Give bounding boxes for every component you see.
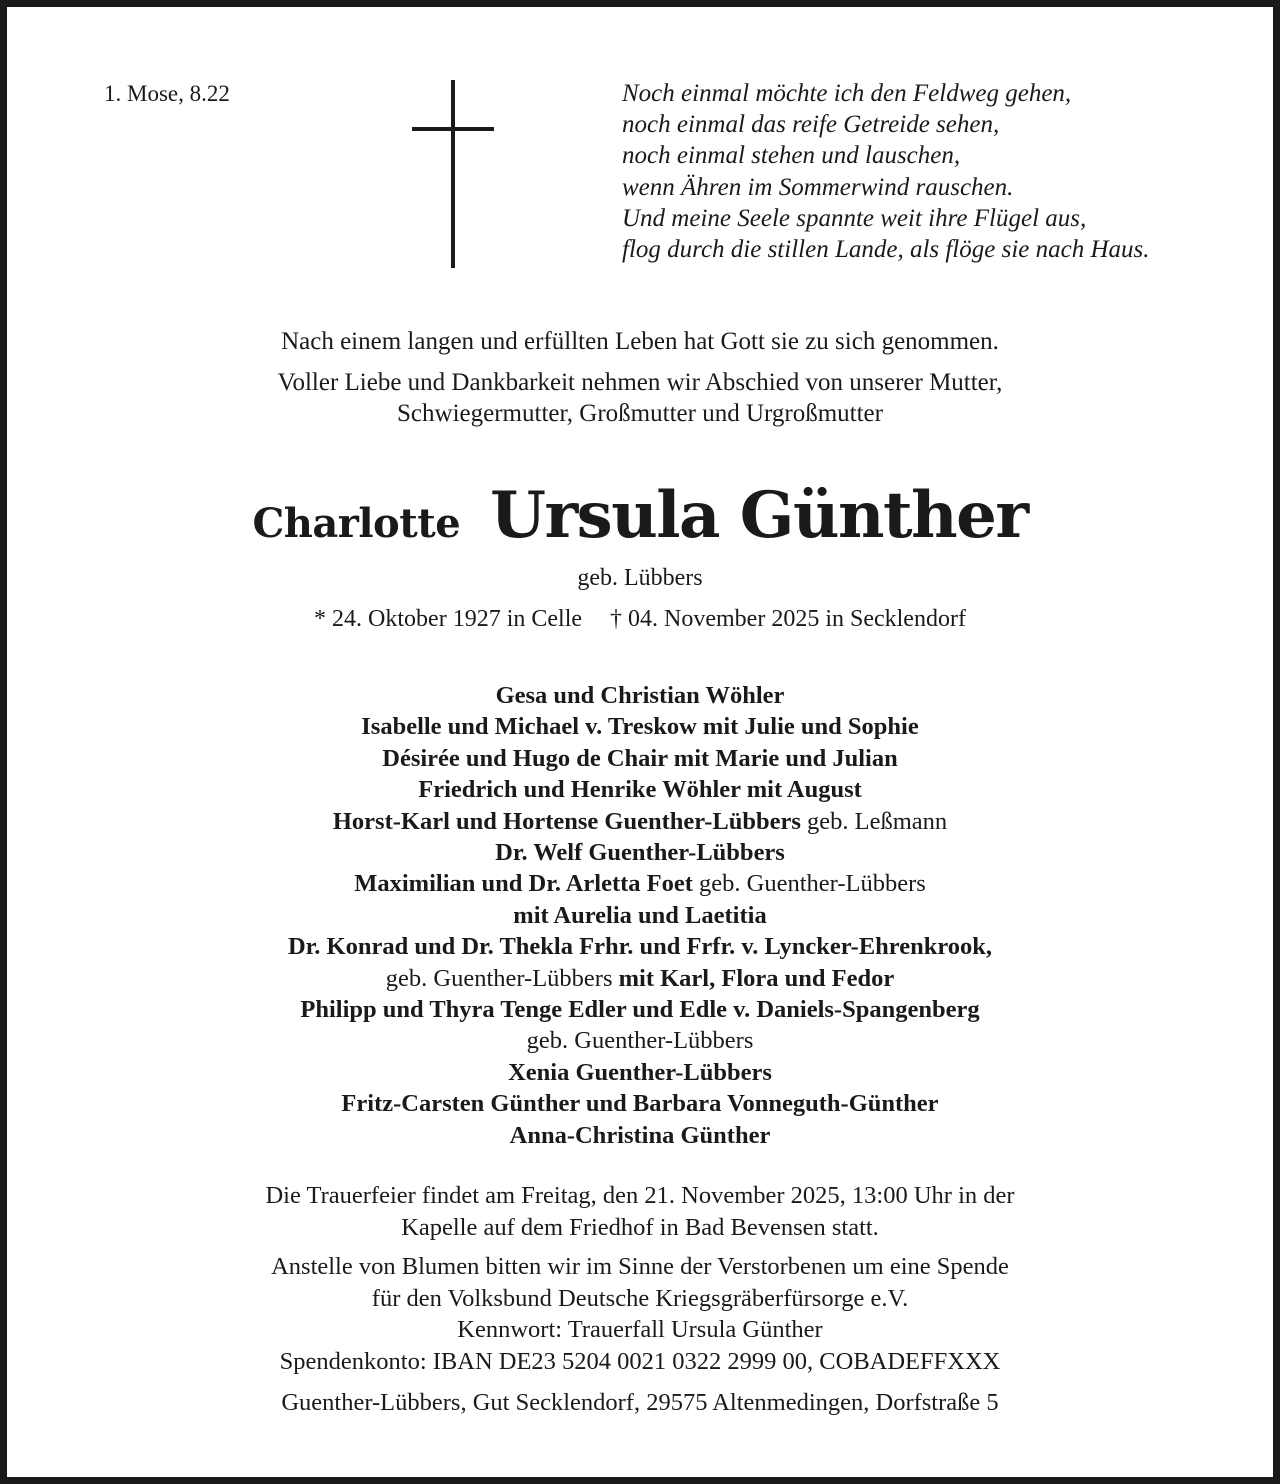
family-list [0, 680, 1280, 1151]
family-member-name: Gesa und Christian Wöhler [495, 682, 785, 709]
poem-line: Noch einmal möchte ich den Feldweg gehen, [622, 80, 1072, 107]
family-member-name: Fritz-Carsten Günther und Barbara Vonneguth-Günther [341, 1090, 939, 1118]
family-note: geb. Leßmann [800, 807, 948, 835]
birth-date: * 24. Oktober 1927 in Celle [314, 606, 583, 632]
family-member-line [0, 1057, 1280, 1088]
donation-line: für den Volksbund Deutsche Kriegsgräberfürsorge e.V. [371, 1284, 909, 1312]
family-member-name: Dr. Konrad und Dr. Thekla Frhr. und Frfr. v. Lyncker-Ehrenkrook, [287, 933, 993, 961]
family-member-line [0, 931, 1280, 962]
family-member-line [0, 1088, 1280, 1119]
donation-account: Spendenkonto: IBAN DE23 5204 0021 0322 2999 00, COBADEFFXXX [279, 1347, 1001, 1375]
intro-line: Voller Liebe und Dankbarkeit nehmen wir Abschied von unserer Mutter, [277, 369, 1003, 396]
family-address: Guenther-Lübbers, Gut Secklendorf, 29575 Altenmedingen, Dorfstraße 5 [281, 1389, 999, 1416]
poem-line: Und meine Seele spannte weit ihre Flügel aus, [622, 204, 1087, 232]
family-member-name: Isabelle und Michael v. Treskow mit Julie und Sophie [361, 713, 919, 741]
family-member-line [0, 711, 1280, 742]
maiden-name: geb. Lübbers [577, 565, 703, 591]
main-name: Ursula Günther [490, 478, 1028, 553]
family-member-line [0, 868, 1280, 899]
poem-line: noch einmal stehen und lauschen, [622, 142, 961, 170]
family-member-line [0, 806, 1280, 837]
family-member-line [0, 1120, 1280, 1151]
service-info [0, 1180, 1280, 1377]
family-member-line [0, 743, 1280, 774]
family-member-name: Maximilian und Dr. Arletta Foet [354, 870, 693, 898]
poem-line: noch einmal das reife Getreide sehen, [622, 111, 1000, 139]
family-member-name: Friedrich und Henrike Wöhler mit August [418, 776, 862, 804]
poem [622, 78, 1222, 265]
life-dates [0, 604, 1280, 634]
verse-reference: 1. Mose, 8.22 [104, 81, 230, 106]
poem-line: wenn Ähren im Sommerwind rauschen. [622, 173, 1014, 201]
cross-icon [412, 80, 494, 268]
family-member-name: Désirée und Hugo de Chair mit Marie und Julian [382, 744, 898, 772]
family-member-line [0, 680, 1280, 711]
family-member-name: Philipp und Thyra Tenge Edler und Edle v. Daniels-Spangenberg [300, 996, 980, 1024]
family-member-name: mit Karl, Flora und Fedor [618, 964, 895, 992]
family-member-name: Dr. Welf Guenther-Lübbers [495, 839, 785, 867]
family-member-line [0, 1025, 1280, 1056]
donation-line: Anstelle von Blumen bitten wir im Sinne der Verstorbenen um eine Spende [271, 1253, 1009, 1280]
service-line: Kapelle auf dem Friedhof in Bad Bevensen statt. [401, 1213, 879, 1241]
family-member-line [0, 837, 1280, 868]
family-member-line [0, 774, 1280, 805]
donation-keyword: Kennwort: Trauerfall Ursula Günther [457, 1316, 823, 1343]
family-member-name: Horst-Karl und Hortense Guenther-Lübbers [332, 807, 801, 835]
family-note: geb. Guenther-Lübbers [385, 964, 619, 992]
first-name: Charlotte [252, 500, 461, 547]
death-date: † 04. November 2025 in Secklendorf [610, 606, 966, 632]
family-member-name: mit Aurelia und Laetitia [513, 901, 767, 929]
family-member-name: Anna-Christina Günther [509, 1121, 771, 1149]
deceased-name [0, 478, 1280, 553]
intro-text [0, 326, 1280, 429]
family-note: geb. Guenther-Lübbers [526, 1027, 754, 1055]
family-note: geb. Guenther-Lübbers [692, 870, 926, 898]
family-member-line [0, 963, 1280, 994]
family-member-line [0, 994, 1280, 1025]
family-member-name: Xenia Guenther-Lübbers [508, 1058, 772, 1086]
family-member-line [0, 900, 1280, 931]
intro-line: Nach einem langen und erfüllten Leben hat Gott sie zu sich genommen. [281, 328, 999, 355]
intro-line: Schwiegermutter, Großmutter und Urgroßmutter [397, 400, 883, 427]
poem-line: flog durch die stillen Lande, als flöge sie nach Haus. [622, 236, 1150, 264]
service-line: Die Trauerfeier findet am Freitag, den 21. November 2025, 13:00 Uhr in der [265, 1182, 1015, 1209]
